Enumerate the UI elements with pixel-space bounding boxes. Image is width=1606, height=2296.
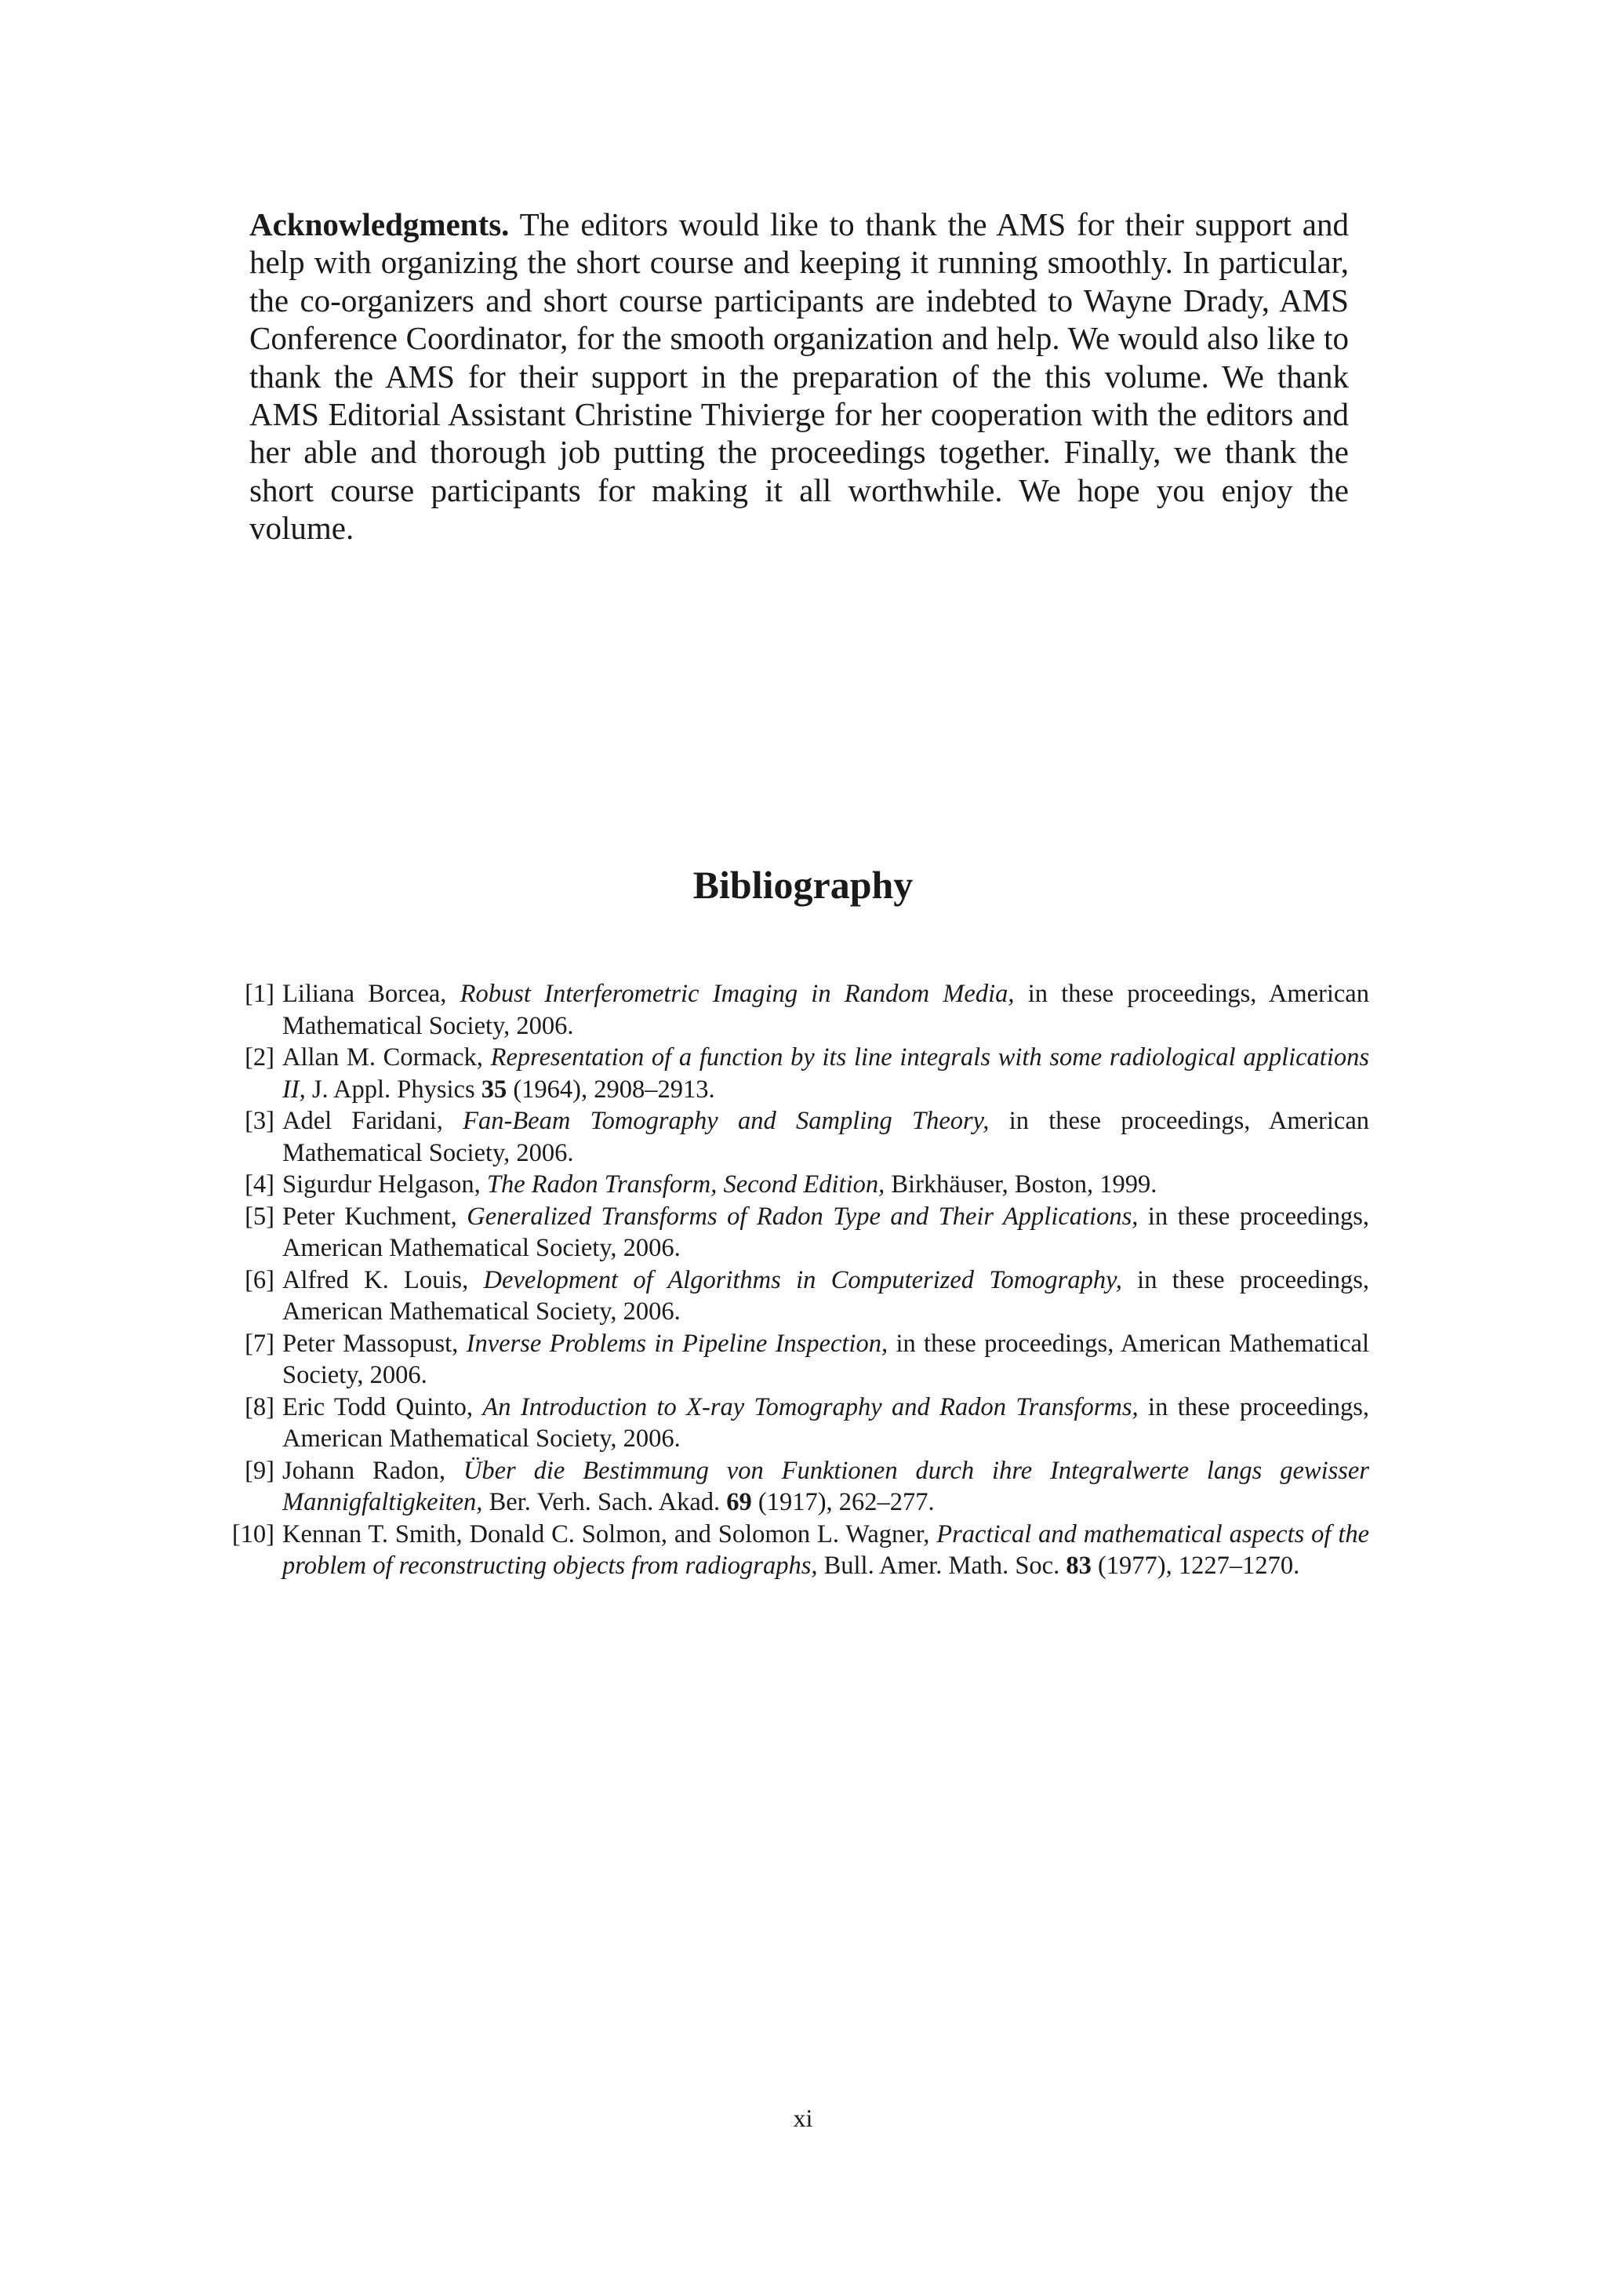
bib-entry-number: [2] [245, 1043, 274, 1072]
bib-publication: in these proceedings, American Mathematical Society, 2006. [282, 980, 1369, 1040]
bib-volume: 35 [481, 1075, 507, 1104]
bib-entry-6 [227, 1264, 1369, 1328]
bib-authors: Liliana Borcea, [282, 980, 447, 1008]
bib-volume: 69 [726, 1488, 752, 1516]
bib-publication: (1917), 262–277. [758, 1488, 935, 1516]
bib-entry-number: [8] [245, 1392, 274, 1421]
bib-title: Fan-Beam Tomography and Sampling Theory, [463, 1107, 990, 1135]
bib-journal: Bull. Amer. Math. Soc. [823, 1552, 1060, 1580]
bib-entry-8 [227, 1392, 1369, 1455]
bib-title: An Introduction to X-ray Tomography and Radon Transforms, [482, 1392, 1139, 1421]
bib-volume: 83 [1066, 1552, 1092, 1580]
bib-title: Representation of a function by its line integrals with some radiological applications II, [282, 1043, 1370, 1104]
bib-publication: (1964), 2908–2913. [513, 1075, 715, 1104]
bib-title: Development of Algorithms in Computerized Tomography, [483, 1265, 1122, 1294]
bib-title: Über die Bestimmung von Funktionen durch ihre Integralwerte langs gewisser Mannigfaltigkeiten, [282, 1456, 1369, 1516]
acknowledgments-heading: Acknowledgments. [249, 206, 510, 242]
bib-journal: J. Appl. Physics [311, 1075, 475, 1104]
bib-authors: Adel Faridani, [282, 1107, 443, 1135]
bibliography-list [227, 978, 1369, 1582]
acknowledgments-text: The editors would like to thank the AMS for their support and help with organizing the short course and keeping it running smoothly. In particular, the co-organizers and short course participants are indebted to Wayne Drady, AMS Conference Coordinator, for the smooth organization and help. We would also like to thank the AMS for their support in the preparation of the this volume. We thank AMS Editorial Assistant Christine Thivierge for her cooperation with the editors and her able and thorough job putting the proceedings together. Finally, we thank the short course participants for making it all worthwhile. We hope you enjoy the volume. [249, 206, 1350, 547]
bib-publication: in these proceedings, American Mathematical Society, 2006. [282, 1392, 1369, 1453]
bib-title: Inverse Problems in Pipeline Inspection, [466, 1329, 888, 1358]
bib-authors: Kennan T. Smith, Donald C. Solmon, and Solomon L. Wagner, [282, 1519, 930, 1548]
page-number: xi [793, 2104, 813, 2132]
bib-entry-number: [9] [245, 1456, 274, 1485]
bib-title: Practical and mathematical aspects of the problem of reconstructing objects from radiographs, [282, 1519, 1370, 1580]
acknowledgments-paragraph [249, 206, 1349, 548]
bib-entry-number: [10] [231, 1519, 274, 1548]
bib-entry-1 [227, 978, 1369, 1042]
bib-entry-number: [4] [245, 1170, 274, 1199]
bib-entry-3 [227, 1105, 1369, 1169]
bib-title: Generalized Transforms of Radon Type and Their Applications, [467, 1202, 1139, 1231]
bib-entry-number: [5] [245, 1202, 274, 1231]
bib-publication: (1977), 1227–1270. [1097, 1552, 1300, 1580]
bib-title: The Radon Transform, Second Edition, [486, 1170, 885, 1199]
bib-title: Robust Interferometric Imaging in Random Media, [460, 980, 1015, 1008]
bib-entry-number: [1] [245, 980, 274, 1008]
bib-entry-number: [6] [245, 1265, 274, 1294]
bib-publication: in these proceedings, American Mathematical Society, 2006. [282, 1265, 1370, 1326]
bib-authors: Eric Todd Quinto, [282, 1392, 474, 1421]
bib-entry-10 [227, 1519, 1369, 1582]
bib-entry-4 [227, 1169, 1369, 1201]
bib-entry-7 [227, 1328, 1369, 1392]
bib-publication: in these proceedings, American Mathematical Society, 2006. [282, 1202, 1369, 1262]
bib-authors: Peter Kuchment, [282, 1202, 457, 1231]
bibliography-title: Bibliography [692, 863, 914, 907]
bib-authors: Peter Massopust, [282, 1329, 459, 1358]
bib-publication: in these proceedings, American Mathematical Society, 2006. [282, 1107, 1370, 1167]
bib-authors: Johann Radon, [282, 1456, 445, 1485]
bib-journal: Ber. Verh. Sach. Akad. [489, 1488, 721, 1516]
bib-publication: Birkhäuser, Boston, 1999. [891, 1170, 1157, 1199]
bib-authors: Alfred K. Louis, [282, 1265, 469, 1294]
bib-entry-9 [227, 1455, 1369, 1519]
bib-entry-number: [3] [245, 1107, 274, 1135]
bib-publication: in these proceedings, American Mathematical Society, 2006. [282, 1329, 1370, 1389]
bib-authors: Sigurdur Helgason, [282, 1170, 481, 1199]
bib-entry-5 [227, 1201, 1369, 1264]
bib-entry-2 [227, 1042, 1369, 1105]
bib-authors: Allan M. Cormack, [282, 1043, 483, 1072]
bib-entry-number: [7] [245, 1329, 274, 1358]
